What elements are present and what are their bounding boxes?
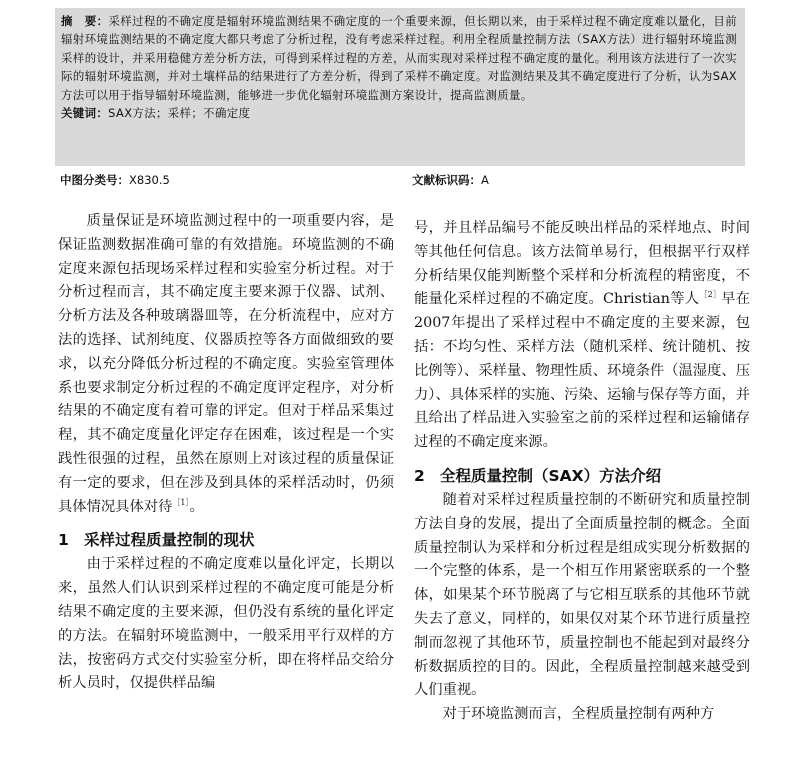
keywords-label: 关键词： [61, 106, 109, 121]
section-2-paragraph-2: 对于环境监测而言，全程质量控制有两种方 [442, 706, 715, 723]
abstract-text: 采样过程的不确定度是辐射环境监测结果不确定度的一个重要来源，但长期以来，由于采样过程不确定度难以量化，目前辐射环境监测结果的不确定度大都只考虑了分析过程，没有考虑采样过程。利用全程质量控制方法（SAX方法）进行辐射环境监测采样的设计，并采用稳健方差分析方法，可得到采样过程的方差，从而实现对采样过程不确定度的量化。利用该方法进行了一次实际的辐射环境监测，并对土壤样品的结果进行了方差分析，得到了采样不确定度。对监测结果及其不确定度进行了分析，认为SAX方法可以用于指导辐射环境监测，能够进一步优化辐射环境监测方案设计，提高监测质量。 [61, 14, 738, 102]
section-2-paragraph-1: 随着对采样过程质量控制的不断研究和质量控制方法自身的发展，提出了全面质量控制的概念。全面质量控制认为采样和分析过程是组成实现分析数据的一个完整的体系，是一个相互作用紧密联系的一个整体，如果某个环节脱离了与它相互联系的其他环节就失去了意义，同样的，如果仅对某个环节进行质量控制而忽视了其他环节，质量控制也不能起到对最终分析数据质控的目的。因此，全程质量控制越来越受到人们重视。 [414, 491, 750, 699]
section-2-heading: 2 全程质量控制（SAX）方法介绍 [414, 466, 662, 485]
keywords-text: SAX方法；采样；不确定度 [108, 106, 251, 121]
abstract-box [55, 8, 745, 166]
clc-number: 中图分类号：X830.5 [60, 173, 170, 187]
abstract-label: 摘 要： [61, 14, 109, 28]
intro-paragraph: 质量保证是环境监测过程中的一项重要内容，是保证监测数据准确可靠的有效措施。环境监测的不确定度来源包括现场采样过程和实验室分析过程。对于分析过程而言，其不确定度主要来源于仪器、试剂、分析方法及各种玻璃器皿等，在分析流程中，应对方法的选择、试剂纯度、仪器质控等各方面做细致的要求，以充分降低分析过程的不确定度。实验室管理体系也要求制定分析过程的不确定度评定程序，对分析结果的不确定度有着可靠的评定。但对于样品采集过程，其不确定度量化评定存在困难，该过程是一个实践性很强的过程，虽然在原则上对该过程的质量保证有一定的要求，但在涉及到具体的采样活动时，仍须具体情况具体对待$^{[1]}$。 [58, 213, 394, 515]
citation-ref-2: ［2］ [699, 290, 722, 300]
citation-ref-1: ［1］ [172, 497, 190, 507]
section-1-heading: 1 采样过程质量控制的现状 [58, 531, 255, 550]
left-column [58, 210, 394, 696]
keywords-line [61, 104, 737, 122]
right-column [414, 217, 750, 727]
continued-paragraph: 号，并且样品编号不能反映出样品的采样地点、时间等其他任何信息。该方法简单易行，但根据平行双样分析结果仅能判断整个采样和分析流程的精密度，不能量化采样过程的不确定度。Christian等人$^{[2]}$早在2007年提出了采样过程中不确定度的主要来源，包括：不均匀性、采样方法（随机采样、统计随机、按比例等）、采样量、物理性质、环境条件（温湿度、压力）、具体采样的实施、污染、运输与保存等方面，并且给出了样品进入实验室之前的采样过程和运输储存过程的不确定度来源。 [414, 220, 750, 451]
abstract-paragraph [61, 12, 737, 104]
section-1-paragraph: 由于采样过程的不确定度难以量化评定，长期以来，虽然人们认识到采样过程的不确定度可能是分析结果不确定度的主要来源，但仍没有系统的量化评定的方法。在辐射环境监测中，一般采用平行双样的方法，按密码方式交付实验室分析，即在将样品交给分析人员时，仅提供样品编 [58, 556, 394, 692]
document-code: 文献标识码：A [412, 173, 489, 187]
